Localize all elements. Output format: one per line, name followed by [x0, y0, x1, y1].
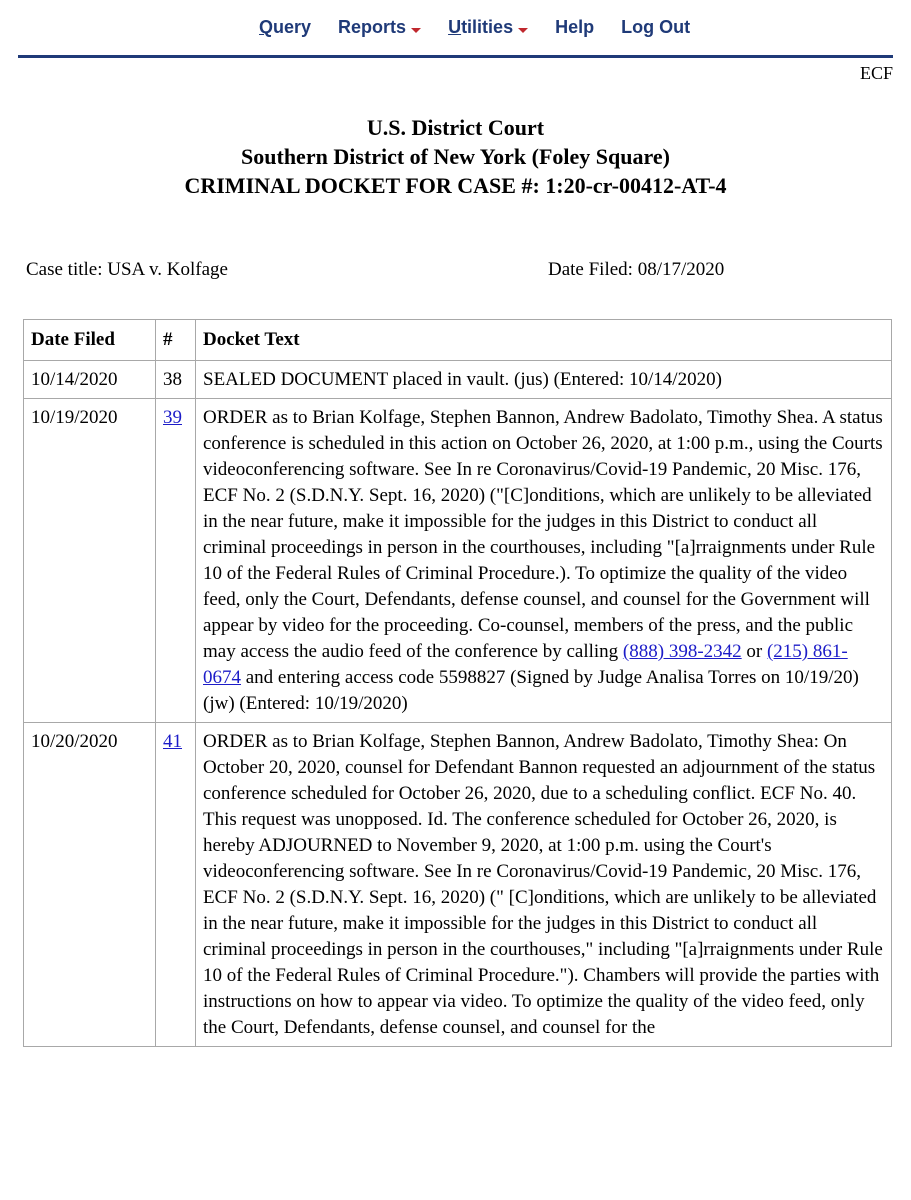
nav-logout[interactable]: [621, 17, 690, 38]
nav-query-accesskey: Q: [259, 17, 274, 37]
row-number-cell: [156, 399, 196, 723]
nav-query-label: uery: [273, 17, 312, 37]
phone-link[interactable]: (888) 398-2342: [622, 641, 742, 662]
court-heading: [0, 113, 911, 200]
phone-link[interactable]: (215) 861-0674: [203, 641, 848, 688]
dropdown-caret-icon: [518, 28, 528, 33]
docket-text-part: or: [741, 641, 767, 662]
nav-menu: [259, 17, 690, 38]
nav-reports[interactable]: [338, 17, 421, 38]
nav-help-label: Help: [555, 17, 595, 37]
nav-logout-label: Log Out: [621, 17, 691, 37]
docket-text-part: and entering access code 5598827 (Signed by Judge Analisa Torres on 10/19/20)(jw) (Entered: 10/19/2020): [203, 667, 859, 714]
row-date: 10/14/2020: [24, 361, 156, 399]
ecf-label: ECF: [859, 63, 893, 83]
header-number: #: [156, 320, 196, 361]
docket-case-number: CRIMINAL DOCKET FOR CASE #: 1:20-cr-00412-AT-4: [184, 173, 727, 198]
row-date: 10/19/2020: [24, 399, 156, 723]
table-row: [24, 399, 892, 723]
row-number-cell: [156, 723, 196, 1047]
docket-table: [23, 319, 892, 1047]
table-row: [24, 361, 892, 399]
nav-reports-label: Reports: [338, 17, 407, 37]
nav-utilities-accesskey: U: [448, 17, 462, 37]
court-district: Southern District of New York (Foley Square): [241, 144, 670, 169]
table-row: [24, 723, 892, 1047]
row-number: 38: [156, 361, 196, 399]
table-header-row: [24, 320, 892, 361]
header-docket-text: Docket Text: [196, 320, 892, 361]
nav-utilities[interactable]: [448, 17, 528, 38]
document-link[interactable]: 39: [163, 407, 182, 428]
nav-query[interactable]: [259, 17, 311, 38]
row-docket-text: [196, 399, 892, 723]
header-date-filed: Date Filed: [24, 320, 156, 361]
case-date-filed: Date Filed: 08/17/2020: [548, 259, 725, 280]
court-name: U.S. District Court: [366, 115, 545, 140]
document-link[interactable]: 41: [163, 731, 182, 752]
screenshot-cutoff: [0, 1101, 911, 1200]
row-date: 10/20/2020: [24, 723, 156, 1047]
nav-divider: [18, 55, 893, 58]
row-docket-text: ORDER as to Brian Kolfage, Stephen Bannon, Andrew Badolato, Timothy Shea: On October 20, 2020, counsel for Defendant Bannon requested an adjournment of the status conference scheduled for October 26, 2020, due to a scheduling conflict. ECF No. 40. This request was unopposed. Id. The conference scheduled for October 26, 2020, is hereby ADJOURNED to November 9, 2020, at 1:00 p.m. using the Court's videoconferencing software. See In re Coronavirus/Covid-19 Pandemic, 20 Misc. 176, ECF No. 2 (S.D.N.Y. Sept. 16, 2020) (" [C]onditions, which are unlikely to be alleviated in the near future, make it impossible for the judges in this District to conduct all criminal proceedings in person in the courthouses," including "[a]rraignments under Rule 10 of the Federal Rules of Criminal Procedure."). Chambers will provide the parties with instructions on how to appear via video. To optimize the quality of the video feed, only the Court, Defendants, defense counsel, and counsel for the: [196, 723, 892, 1047]
nav-help[interactable]: [555, 17, 594, 38]
nav-utilities-label: tilities: [461, 17, 514, 37]
row-docket-text: SEALED DOCUMENT placed in vault. (jus) (Entered: 10/14/2020): [196, 361, 892, 399]
dropdown-caret-icon: [411, 28, 421, 33]
case-title: Case title: USA v. Kolfage: [26, 259, 228, 280]
docket-text-part: ORDER as to Brian Kolfage, Stephen Bannon, Andrew Badolato, Timothy Shea. A status conference is scheduled in this action on October 26, 2020, at 1:00 p.m., using the Courts videoconferencing software. See In re Coronavirus/Covid-19 Pandemic, 20 Misc. 176, ECF No. 2 (S.D.N.Y. Sept. 16, 2020) ("[C]onditions, which are unlikely to be alleviated in the near future, make it impossible for the judges in this District to conduct all criminal proceedings in person in the courthouses, including "[a]rraignments under Rule 10 of the Federal Rules of Criminal Procedure.). To optimize the quality of the video feed, only the Court, Defendants, defense counsel, and counsel for the Government will appear by video for the proceeding. Co-counsel, members of the press, and the public may access the audio feed of the conference by calling: [203, 407, 883, 662]
top-nav: [0, 0, 911, 56]
